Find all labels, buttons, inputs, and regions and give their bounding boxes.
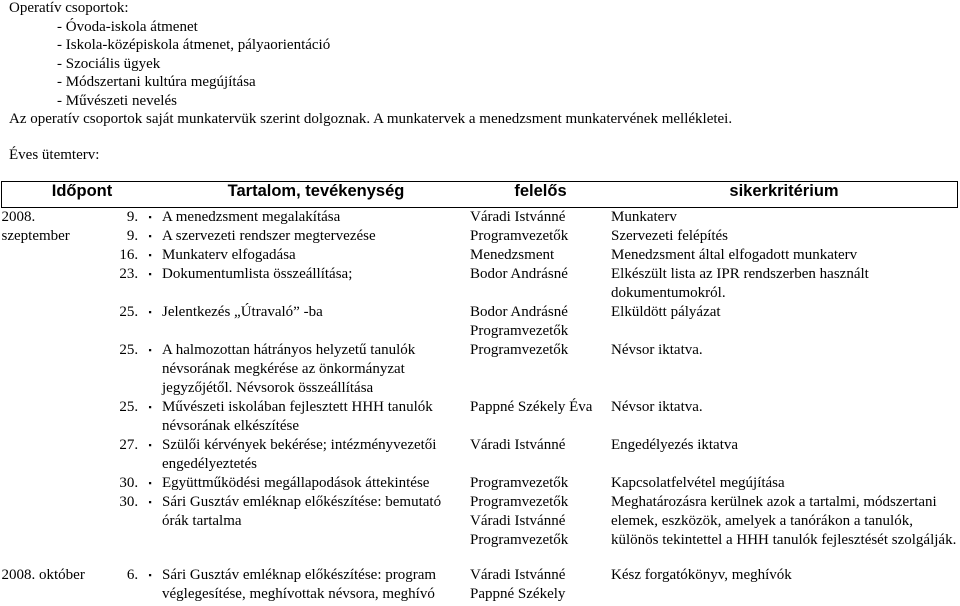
criterion-cell: Engedélyezés iktatva xyxy=(611,436,958,474)
bullet-icon: ▪ xyxy=(138,208,162,228)
bullet-icon: ▪ xyxy=(138,493,162,566)
bullet-icon: ▪ xyxy=(138,474,162,493)
day-cell: 23. xyxy=(108,265,138,303)
task-cell: A menedzsment megalakítása xyxy=(162,208,470,228)
date-cell xyxy=(2,474,108,493)
criterion-cell: Szervezeti felépítés xyxy=(611,227,958,246)
responsible-cell: Programvezetők xyxy=(470,474,611,493)
criterion-cell: Névsor iktatva. xyxy=(611,341,958,398)
table-row xyxy=(2,493,958,566)
bullet-icon: ▪ xyxy=(138,436,162,474)
responsible-cell: Váradi Istvánné xyxy=(470,208,611,228)
responsible-cell: Menedzsment xyxy=(470,246,611,265)
task-cell: Művészeti iskolában fejlesztett HHH tanulók névsorának elkészítése xyxy=(162,398,470,436)
criterion-cell: Kész forgatókönyv, meghívók xyxy=(611,566,958,606)
criterion-cell: Elkészült lista az IPR rendszerben használt dokumentumokról. xyxy=(611,265,958,303)
groups-heading: Operatív csoportok: xyxy=(9,0,732,18)
criterion-cell: Menedzsment által elfogadott munkaterv xyxy=(611,246,958,265)
table-header-row xyxy=(2,182,958,208)
bullet-icon: ▪ xyxy=(138,341,162,398)
criterion-cell: Meghatározásra kerülnek azok a tartalmi, módszertani elemek, eszközök, amelyek a tanórákon a tanulók, különös tekintettel a HHH tanulók fejlesztését szolgálják. xyxy=(611,493,958,566)
responsible-cell: Bodor Andrásné xyxy=(470,265,611,303)
table-row xyxy=(2,398,958,436)
date-cell xyxy=(2,436,108,474)
group-item: - Iskola-középiskola átmenet, pályaorientáció xyxy=(9,36,732,55)
bullet-icon: ▪ xyxy=(138,398,162,436)
header-criterion: sikerkritérium xyxy=(611,182,958,208)
group-item: - Szociális ügyek xyxy=(9,55,732,74)
date-cell: 2008. október xyxy=(2,566,108,606)
group-item: - Művészeti nevelés xyxy=(9,92,732,111)
date-cell xyxy=(2,265,108,303)
table-row xyxy=(2,474,958,493)
header-content: Tartalom, tevékenység xyxy=(162,182,470,208)
annual-plan-label: Éves ütemterv: xyxy=(9,146,732,165)
day-cell: 25. xyxy=(108,341,138,398)
task-cell: Dokumentumlista összeállítása; xyxy=(162,265,470,303)
responsible-cell: Programvezetők xyxy=(470,227,611,246)
header-time: Időpont xyxy=(2,182,163,208)
bullet-icon: ▪ xyxy=(138,227,162,246)
responsible-cell: Programvezetők Váradi Istvánné Programvezetők xyxy=(470,493,611,566)
header-responsible: felelős xyxy=(470,182,611,208)
date-cell xyxy=(2,341,108,398)
task-cell: A halmozottan hátrányos helyzetű tanulók névsorának megkérése az önkormányzat jegyzőjétől. Névsorok összeállítása xyxy=(162,341,470,398)
task-cell: Szülői kérvények bekérése; intézményvezetői engedélyeztetés xyxy=(162,436,470,474)
table-row xyxy=(2,265,958,303)
day-cell: 9. xyxy=(108,208,138,228)
day-cell: 16. xyxy=(108,246,138,265)
task-cell: Együttműködési megállapodások áttekintése xyxy=(162,474,470,493)
date-cell xyxy=(2,246,108,265)
table-row xyxy=(2,246,958,265)
day-cell: 25. xyxy=(108,398,138,436)
bullet-icon: ▪ xyxy=(138,265,162,303)
day-cell: 6. xyxy=(108,566,138,606)
task-cell: Jelentkezés „Útravaló” -ba xyxy=(162,303,470,341)
date-cell xyxy=(2,398,108,436)
date-cell: szeptember xyxy=(2,227,108,246)
group-item: - Módszertani kultúra megújítása xyxy=(9,73,732,92)
responsible-cell: Pappné Székely Éva xyxy=(470,398,611,436)
schedule-table xyxy=(1,181,958,606)
intro-section xyxy=(9,0,732,164)
responsible-cell: Váradi Istvánné xyxy=(470,436,611,474)
responsible-cell: Bodor Andrásné Programvezetők xyxy=(470,303,611,341)
day-cell: 27. xyxy=(108,436,138,474)
table-row xyxy=(2,208,958,228)
table-row xyxy=(2,227,958,246)
table-body xyxy=(2,208,958,606)
day-cell: 30. xyxy=(108,493,138,566)
day-cell: 25. xyxy=(108,303,138,341)
date-cell xyxy=(2,493,108,566)
table-row xyxy=(2,436,958,474)
day-cell: 30. xyxy=(108,474,138,493)
group-item: - Óvoda-iskola átmenet xyxy=(9,18,732,37)
criterion-cell: Munkaterv xyxy=(611,208,958,228)
responsible-cell: Programvezetők xyxy=(470,341,611,398)
task-cell: Munkaterv elfogadása xyxy=(162,246,470,265)
day-cell: 9. xyxy=(108,227,138,246)
responsible-cell: Váradi Istvánné Pappné Székely xyxy=(470,566,611,606)
task-cell: Sári Gusztáv emléknap előkészítése: program véglegesítése, meghívottak névsora, meghívó xyxy=(162,566,470,606)
criterion-cell: Elküldött pályázat xyxy=(611,303,958,341)
date-cell: 2008. xyxy=(2,208,108,228)
table-row xyxy=(2,303,958,341)
criterion-cell: Névsor iktatva. xyxy=(611,398,958,436)
table-row xyxy=(2,566,958,606)
table-row xyxy=(2,341,958,398)
groups-note: Az operatív csoportok saját munkatervük szerint dolgoznak. A munkatervek a menedzsment munkatervének mellékletei. xyxy=(9,110,732,129)
date-cell xyxy=(2,303,108,341)
bullet-icon: ▪ xyxy=(138,566,162,606)
bullet-icon: ▪ xyxy=(138,246,162,265)
bullet-icon: ▪ xyxy=(138,303,162,341)
criterion-cell: Kapcsolatfelvétel megújítása xyxy=(611,474,958,493)
task-cell: A szervezeti rendszer megtervezése xyxy=(162,227,470,246)
task-cell: Sári Gusztáv emléknap előkészítése: bemutató órák tartalma xyxy=(162,493,470,566)
